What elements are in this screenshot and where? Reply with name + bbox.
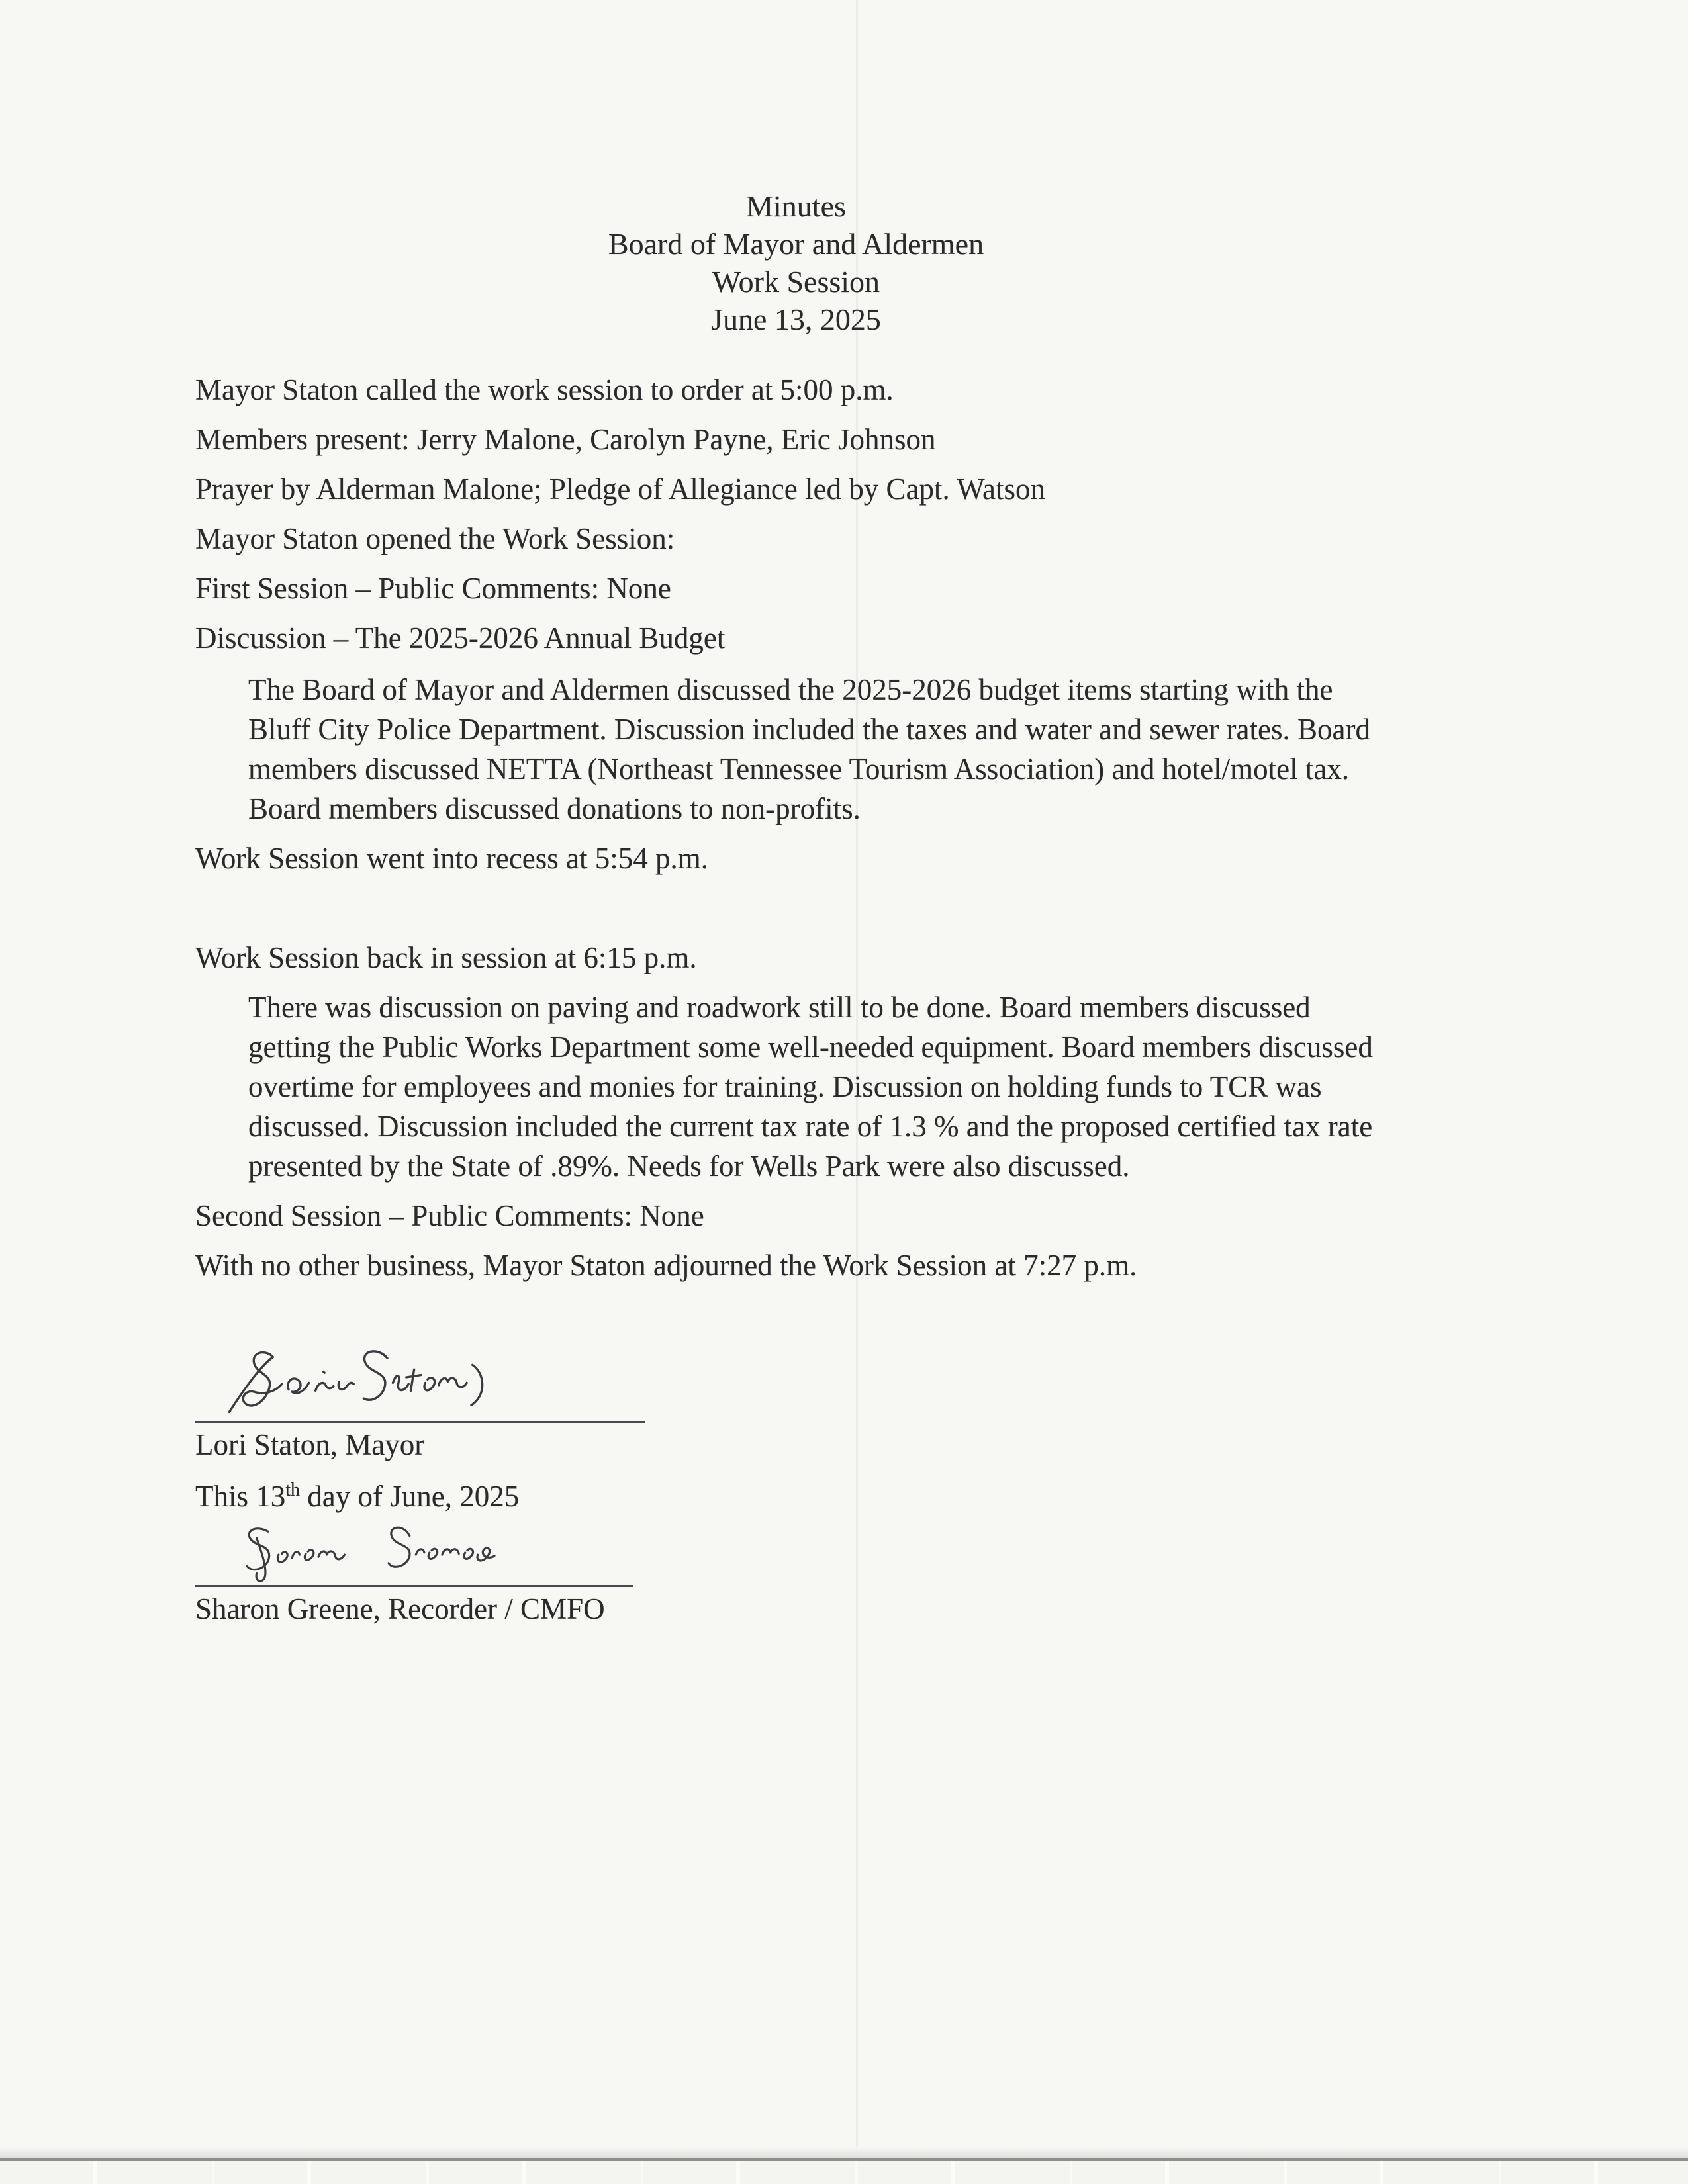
recorder-signature-line — [195, 1585, 633, 1587]
line-members-present: Members present: Jerry Malone, Carolyn Payne, Eric Johnson — [195, 423, 936, 456]
line-prayer-pledge: Prayer by Alderman Malone; Pledge of Allegiance led by Capt. Watson — [195, 473, 1045, 506]
line-second-session-comments: Second Session – Public Comments: None — [195, 1199, 704, 1232]
minutes-body — [195, 370, 1397, 1285]
date-ordinal-suffix: th — [285, 1480, 301, 1500]
para-second-discussion: There was discussion on paving and roadwork still to be done. Board members discussed getting the Public Works Department some well-needed equipment. Board members discussed overtime for employees and monies for training. Discussion on holding funds to TCR was discussed. Discussion included the current tax rate of 1.3 % and the proposed certified tax rate presented by the State of .89%. Needs for Wells Park were also discussed. — [248, 991, 1373, 1183]
date-attestation — [195, 1477, 1397, 1516]
doc-title: Minutes — [746, 189, 846, 223]
line-call-to-order: Mayor Staton called the work session to order at 5:00 p.m. — [195, 373, 894, 406]
doc-subtitle-board: Board of Mayor and Aldermen — [608, 227, 984, 261]
date-attestation-suffix: day of June, 2025 — [300, 1480, 520, 1513]
recorder-caption: Sharon Greene, Recorder / CMFO — [195, 1592, 605, 1625]
document-header — [195, 187, 1397, 338]
doc-date: June 13, 2025 — [711, 302, 881, 336]
mayor-signature-block — [195, 1348, 1397, 1464]
mayor-caption: Lori Staton, Mayor — [195, 1428, 425, 1461]
line-recess: Work Session went into recess at 5:54 p.m. — [195, 842, 709, 875]
line-first-session-comments: First Session – Public Comments: None — [195, 572, 671, 605]
line-back-in-session: Work Session back in session at 6:15 p.m. — [195, 941, 697, 974]
mayor-signature-image — [195, 1348, 506, 1421]
mayor-signature-line — [195, 1421, 645, 1423]
para-budget-discussion: The Board of Mayor and Aldermen discussed the 2025-2026 budget items starting with the Bluff City Police Department. Discussion included the taxes and water and sewer rates. Board members discussed NETTA (Northeast Tennessee Tourism Association) and hotel/motel tax. Board members discussed donations to non-profits. — [248, 673, 1370, 825]
recorder-signature-image — [195, 1522, 592, 1585]
scan-page-edge-shadow — [0, 2147, 1688, 2159]
scanner-background-strip — [0, 2161, 1688, 2184]
line-adjournment: With no other business, Mayor Staton adjourned the Work Session at 7:27 p.m. — [195, 1249, 1137, 1282]
doc-subtitle-session: Work Session — [712, 265, 880, 298]
line-session-opened: Mayor Staton opened the Work Session: — [195, 522, 675, 555]
recorder-signature-block — [195, 1522, 1397, 1628]
line-discussion-heading: Discussion – The 2025-2026 Annual Budget — [195, 621, 726, 655]
date-attestation-prefix: This 13 — [195, 1480, 286, 1513]
document-content — [195, 187, 1397, 1628]
